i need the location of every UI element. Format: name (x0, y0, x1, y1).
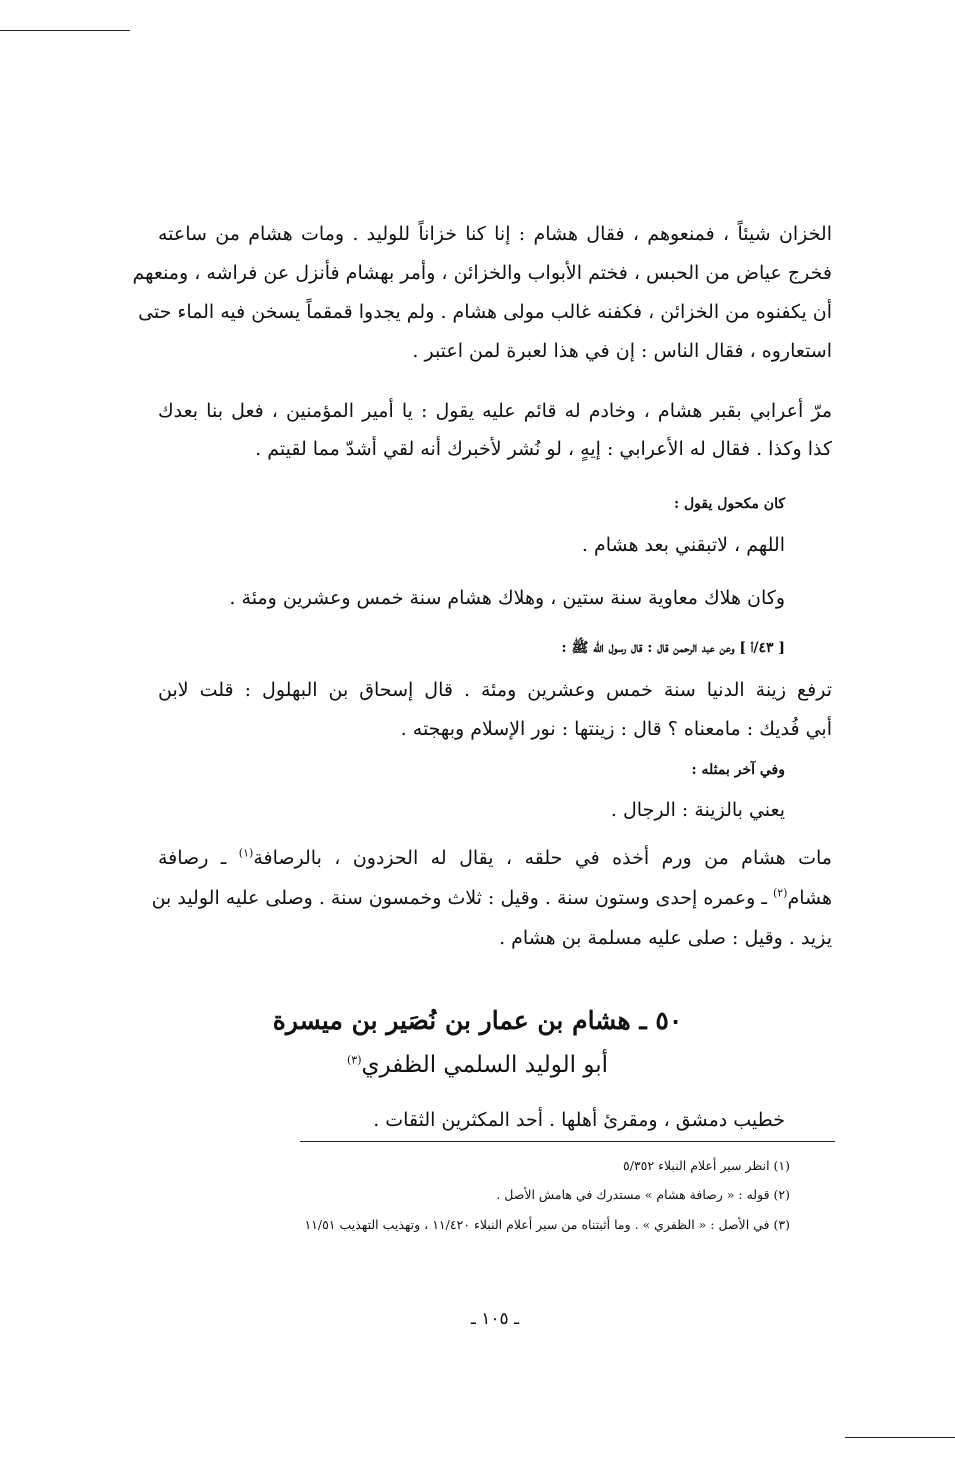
paragraph-2-line: مرّ أعرابي بقبر هشام ، وخادم له قائم عليه يقول : يا أمير المؤمنين ، فعل بنا بعدك (158, 400, 832, 422)
hadith-line: ترفع زينة الدنيا سنة خمس وعشرين ومئة . قال إسحاق بن البهلول : قلت لابن (158, 679, 832, 701)
death-line-2 (151, 886, 832, 909)
death-line-2-text: هشام (787, 887, 832, 909)
makhul-intro: كان مكحول يقول : (673, 496, 785, 512)
footnote-ref-3: (٣) (346, 1053, 362, 1067)
entry-subtitle (150, 1052, 805, 1078)
hadith-other-intro: وفي آخر بمثله : (691, 762, 785, 778)
bottom-rule (845, 1437, 955, 1438)
hadith-line: أبي فُديك : مامعناه ؟ قال : زينتها : نور الإسلام وبهجته . (400, 718, 832, 740)
death-line-1-text: مات هشام من ورم أخذه في حلقه ، يقال له الحزدون ، بالرصافة (253, 847, 832, 869)
hadith-other-text: يعني بالزينة : الرجال . (610, 799, 785, 821)
death-line-3: يزيد . وقيل : صلى عليه مسلمة بن هشام . (499, 927, 832, 949)
entry-title: ٥٠ ـ هشام بن عمار بن نُصَير بن ميسرة (272, 1006, 683, 1035)
paragraph-1-line: الخزان شيئاً ، فمنعوهم ، فقال هشام : إنا كنا خزاناً للوليد . ومات هشام من ساعته (158, 223, 832, 245)
entry-subtitle-text: أبو الوليد السلمي الظفري (361, 1052, 608, 1078)
paragraph-2-line: كذا وكذا . فقال له الأعرابي : إيهٍ ، لو نُشر لأخبرك أنه لقي أشدّ مما لقيتم . (255, 438, 832, 460)
death-line-1-rest: ـ رصافة (158, 847, 239, 869)
paragraph-1-line: فخرج عياض من الحبس ، فختم الأبواب والخزائن ، وأمر بهشام فأنزل عن فراشه ، ومنعهم (132, 262, 832, 284)
hadith-text (158, 680, 832, 750)
death-line-2-rest: ـ وعمره إحدى وستون سنة . وقيل : ثلاث وخمسون سنة . وصلى عليه الوليد بن (151, 887, 773, 909)
footnote-1: (١) انظر سير أعلام النبلاء ٥/٣٥٢ (623, 1158, 790, 1173)
paragraph-1-line: أن يكفنوه من الخزائن ، فكفنه غالب مولى هشام . ولم يجدوا قمقماً يسخن فيه الماء حتى (138, 301, 832, 323)
footnote-ref-1: (١) (238, 846, 254, 860)
footnote-ref-2: (٢) (772, 886, 788, 900)
footnote-rule (300, 1141, 835, 1142)
entry-description: خطيب دمشق ، ومقرئ أهلها . أحد المكثرين الثقات . (373, 1109, 785, 1131)
makhul-quote: اللهم ، لاتبقني بعد هشام . (581, 534, 785, 556)
footnote-2: (٢) قوله : « رصافة هشام » مستدرك في هامش الأصل . (496, 1187, 790, 1202)
paragraph-1 (132, 223, 832, 374)
top-rule (0, 30, 130, 31)
hadith-isnad: [ ٤٣/أ ] وعن عبد الرحمن قال : قال رسول الله ﷺ : (561, 640, 785, 656)
footnote-3: (٣) في الأصل : « الظفري » . وما أثبتناه من سير أعلام النبلاء ١١/٤٢٠ ، وتهذيب التهذيب ١١/٥١ (304, 1217, 790, 1232)
death-line-1 (158, 848, 832, 868)
makhul-text: وكان هلاك معاوية سنة ستين ، وهلاك هشام سنة خمس وعشرين ومئة . (229, 587, 785, 609)
paragraph-2 (158, 401, 832, 471)
paragraph-1-line: استعاروه ، فقال الناس : إن في هذا لعبرة لمن اعتبر . (412, 340, 832, 362)
death-paragraph (151, 846, 832, 958)
page-number: ـ ١٠٥ ـ (470, 1309, 520, 1329)
